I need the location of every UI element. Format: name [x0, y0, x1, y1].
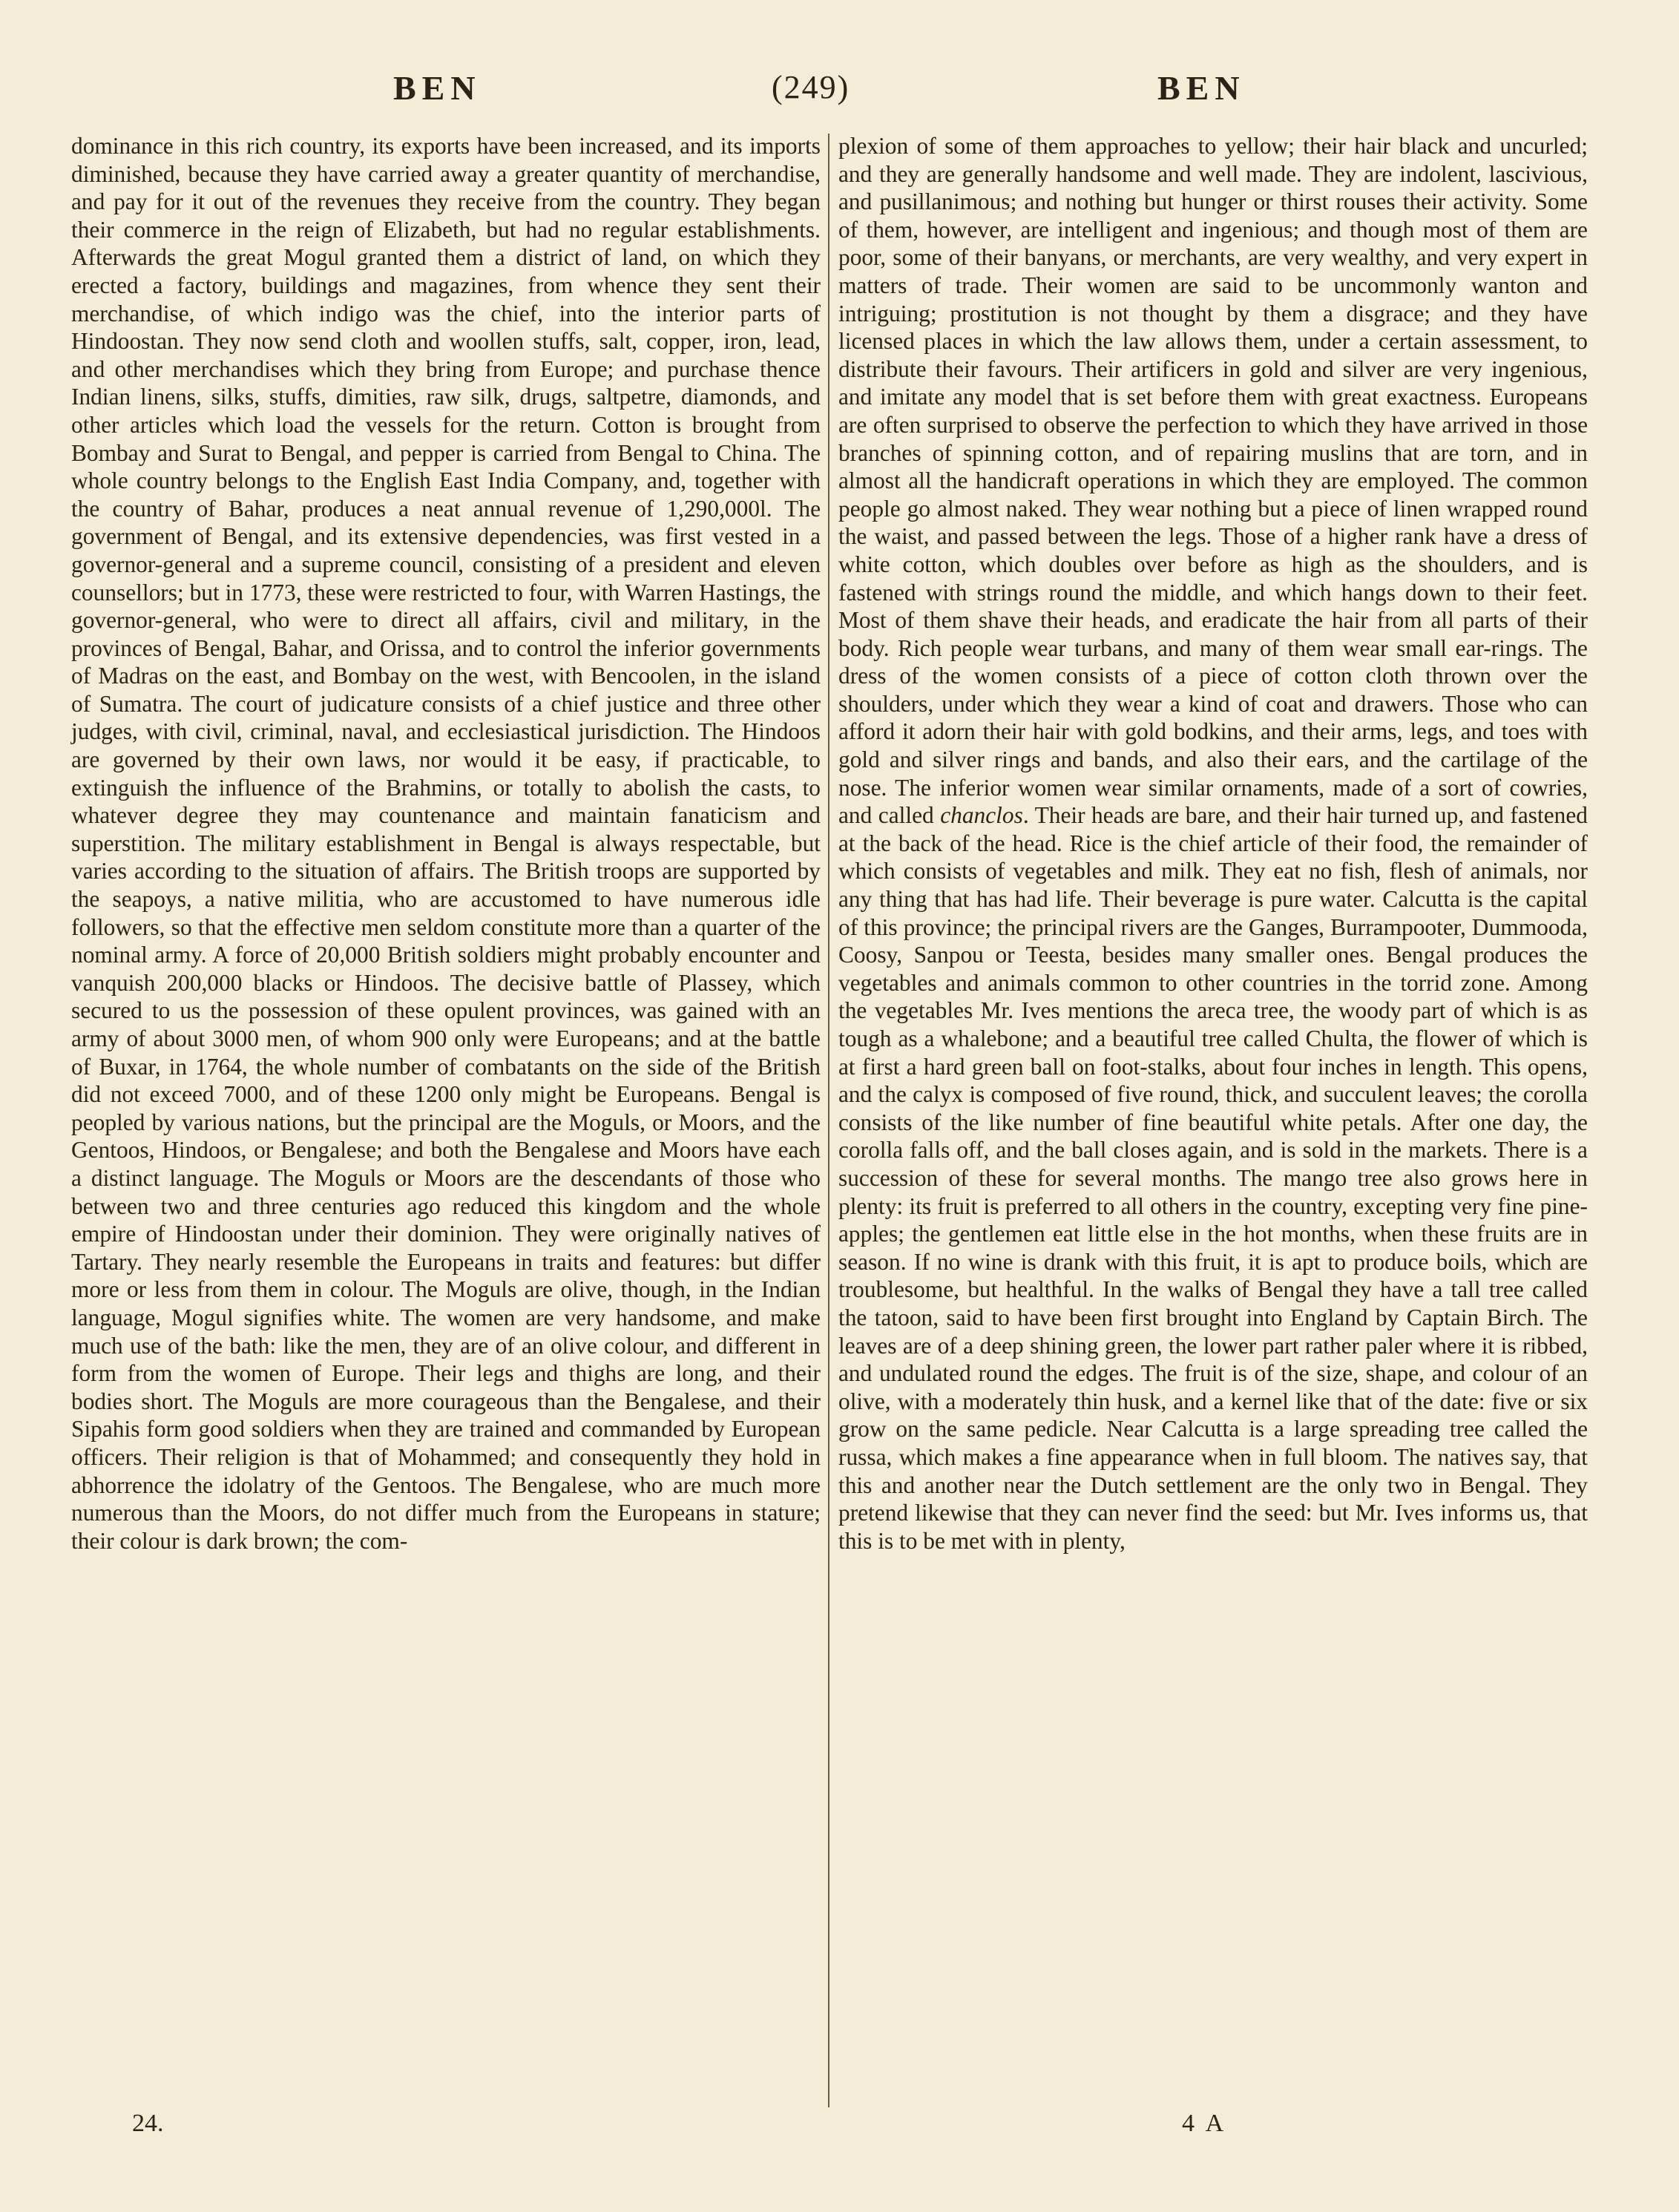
left-column [71, 132, 821, 1555]
signature-mark-right: 4 A [1182, 2110, 1227, 2137]
right-column-text-part1: plexion of some of them approaches to yellow; their hair black and uncurled; and they are generally handsome and well made. They are indolent, lascivious, and pusillanimous; and nothing but hunger or thirst rouses their activity. Some of them, however, are intelligent and ingenious; and though most of them are poor, some of their banyans, or merchants, are very wealthy, and very expert in matters of trade. Their women are said to be uncommonly wanton and intriguing; prostitution is not thought by them a disgrace; and they have licensed places in which the law allows them, under a certain assessment, to distribute their favours. Their artificers in gold and silver are very ingenious, and imitate any model that is set before them with great exactness. Europeans are often surprised to observe the perfection to which they have arrived in those branches of spinning cotton, and of repairing muslins that are torn, and in almost all the handicraft operations in which they are employed. The common people go almost naked. They wear nothing but a piece of linen wrapped round the waist, and passed between the legs. Those of a higher rank have a dress of white cotton, which doubles over before as high as the shoulders, and is fastened with strings round the middle, and which hangs down to their feet. Most of them shave their heads, and eradicate the hair from all parts of their body. Rich people wear turbans, and many of them wear small ear-rings. The dress of the women consists of a piece of cotton cloth thrown over the shoulders, under which they wear a kind of coat and drawers. Those who can afford it adorn their hair with gold bodkins, and their arms, legs, and toes with gold and silver rings and bands, and also their ears, and the cartilage of the nose. The inferior women wear similar ornaments, made of a sort of cowries, and called [838, 133, 1588, 829]
signature-mark-left: 24. [132, 2110, 164, 2137]
right-column-italic-term: chanclos [940, 802, 1023, 829]
right-column-text-part2: . Their heads are bare, and their hair turned up, and fastened at the back of the head. Rice is the chief article of their food, the remainder of which consists of vegetables and milk. They eat no fish, flesh of animals, nor any thing that has had life. Their beverage is pure water. Calcutta is the capital of this province; the principal rivers are the Ganges, Burrampooter, Dummooda, Coosy, Sanpou or Teesta, besides many smaller ones. Bengal produces the vegetables and animals common to other countries in the torrid zone. Among the vegetables Mr. Ives mentions the areca tree, the woody part of which is as tough as a whalebone; and a beautiful tree called Chulta, the flower of which is at first a hard green ball on foot-stalks, about four inches in length. This opens, and the calyx is composed of five round, thick, and succulent leaves; the corolla consists of the like number of fine beautiful white petals. After one day, the corolla falls off, and the ball closes again, and is sold in the markets. There is a succession of these for several months. The mango tree also grows here in plenty: its fruit is preferred to all others in the country, excepting very fine pine-apples; the gentlemen eat little else in the hot months, when these fruits are in season. If no wine is drank with this fruit, it is apt to produce boils, which are troublesome, but healthful. In the walks of Bengal they have a tall tree called the tatoon, said to have been first brought into England by Captain Birch. The leaves are of a deep shining green, the lower part rather paler where it is ribbed, and undulated round the edges. The fruit is of the size, shape, and colour of an olive, with a moderately thin husk, and a kernel like that of the date: five or six grow on the same pedicle. Near Calcutta is a large spreading tree called the russa, which makes a fine appearance when in full bloom. The natives say, that this and another near the Dutch settlement are the only two in Bengal. They pretend likewise that they can never find the seed: but Mr. Ives informs us, that this is to be met with in plenty, [838, 802, 1588, 1554]
left-column-text: dominance in this rich country, its exports have been increased, and its imports diminished, because they have carried away a greater quantity of merchandise, and pay for it out of the revenues they receive from the country. They began their commerce in the reign of Elizabeth, but had no regular establishments. Afterwards the great Mogul granted them a district of land, on which they erected a factory, buildings and magazines, from whence they sent their merchandise, of which indigo was the chief, into the interior parts of Hindoostan. They now send cloth and woollen stuffs, salt, copper, iron, lead, and other merchandises which they bring from Europe; and purchase thence Indian linens, silks, stuffs, dimities, raw silk, drugs, saltpetre, diamonds, and other articles which load the vessels for the return. Cotton is brought from Bombay and Surat to Bengal, and pepper is carried from Bengal to China. The whole country belongs to the English East India Company, and, together with the country of Bahar, produces a neat annual revenue of 1,290,000l. The government of Bengal, and its extensive dependencies, was first vested in a governor-general and a supreme council, consisting of a president and eleven counsellors; but in 1773, these were restricted to four, with Warren Hastings, the governor-general, who were to direct all affairs, civil and military, in the provinces of Bengal, Bahar, and Orissa, and to control the inferior governments of Madras on the east, and Bombay on the west, with Bencoolen, in the island of Sumatra. The court of judicature consists of a chief justice and three other judges, with civil, criminal, naval, and ecclesiastical jurisdiction. The Hindoos are governed by their own laws, nor would it be easy, if practicable, to extinguish the influence of the Brahmins, or totally to abolish the casts, to whatever degree they may countenance and maintain fanaticism and superstition. The military establishment in Bengal is always respectable, but varies according to the situation of affairs. The British troops are supported by the seapoys, a native militia, who are accustomed to have numerous idle followers, so that the effective men seldom constitute more than a quarter of the nominal army. A force of 20,000 British soldiers might probably encounter and vanquish 200,000 blacks or Hindoos. The decisive battle of Plassey, which secured to us the possession of these opulent provinces, was gained with an army of about 3000 men, of whom 900 only were Europeans; and at the battle of Buxar, in 1764, the whole number of combatants on the side of the British did not exceed 7000, and of these 1200 only might be Europeans. Bengal is peopled by various nations, but the principal are the Moguls, or Moors, and the Gentoos, Hindoos, or Bengalese; and both the Bengalese and Moors have each a distinct language. The Moguls or Moors are the descendants of those who between two and three centuries ago reduced this kingdom and the whole empire of Hindoostan under their dominion. They were originally natives of Tartary. They nearly resemble the Europeans in traits and features: but differ more or less from them in colour. The Moguls are olive, though, in the Indian language, Mogul signifies white. The women are very handsome, and make much use of the bath: like the men, they are of an olive colour, and different in form from the women of Europe. Their legs and thighs are long, and their bodies short. The Moguls are more courageous than the Bengalese, and their Sipahis form good soldiers when they are trained and commanded by European officers. Their religion is that of Mohammed; and consequently they hold in abhorrence the idolatry of the Gentoos. The Bengalese, who are much more numerous than the Moors, do not differ much from the Europeans in stature; their colour is dark brown; the com- [71, 133, 821, 1554]
right-column-text [838, 132, 1588, 1555]
right-column [838, 132, 1588, 1555]
page-number: (249) [772, 69, 850, 105]
column-divider [828, 134, 829, 2107]
header-right-keyword: BEN [1157, 69, 1246, 107]
running-header [0, 68, 1679, 120]
header-left-keyword: BEN [393, 69, 482, 107]
